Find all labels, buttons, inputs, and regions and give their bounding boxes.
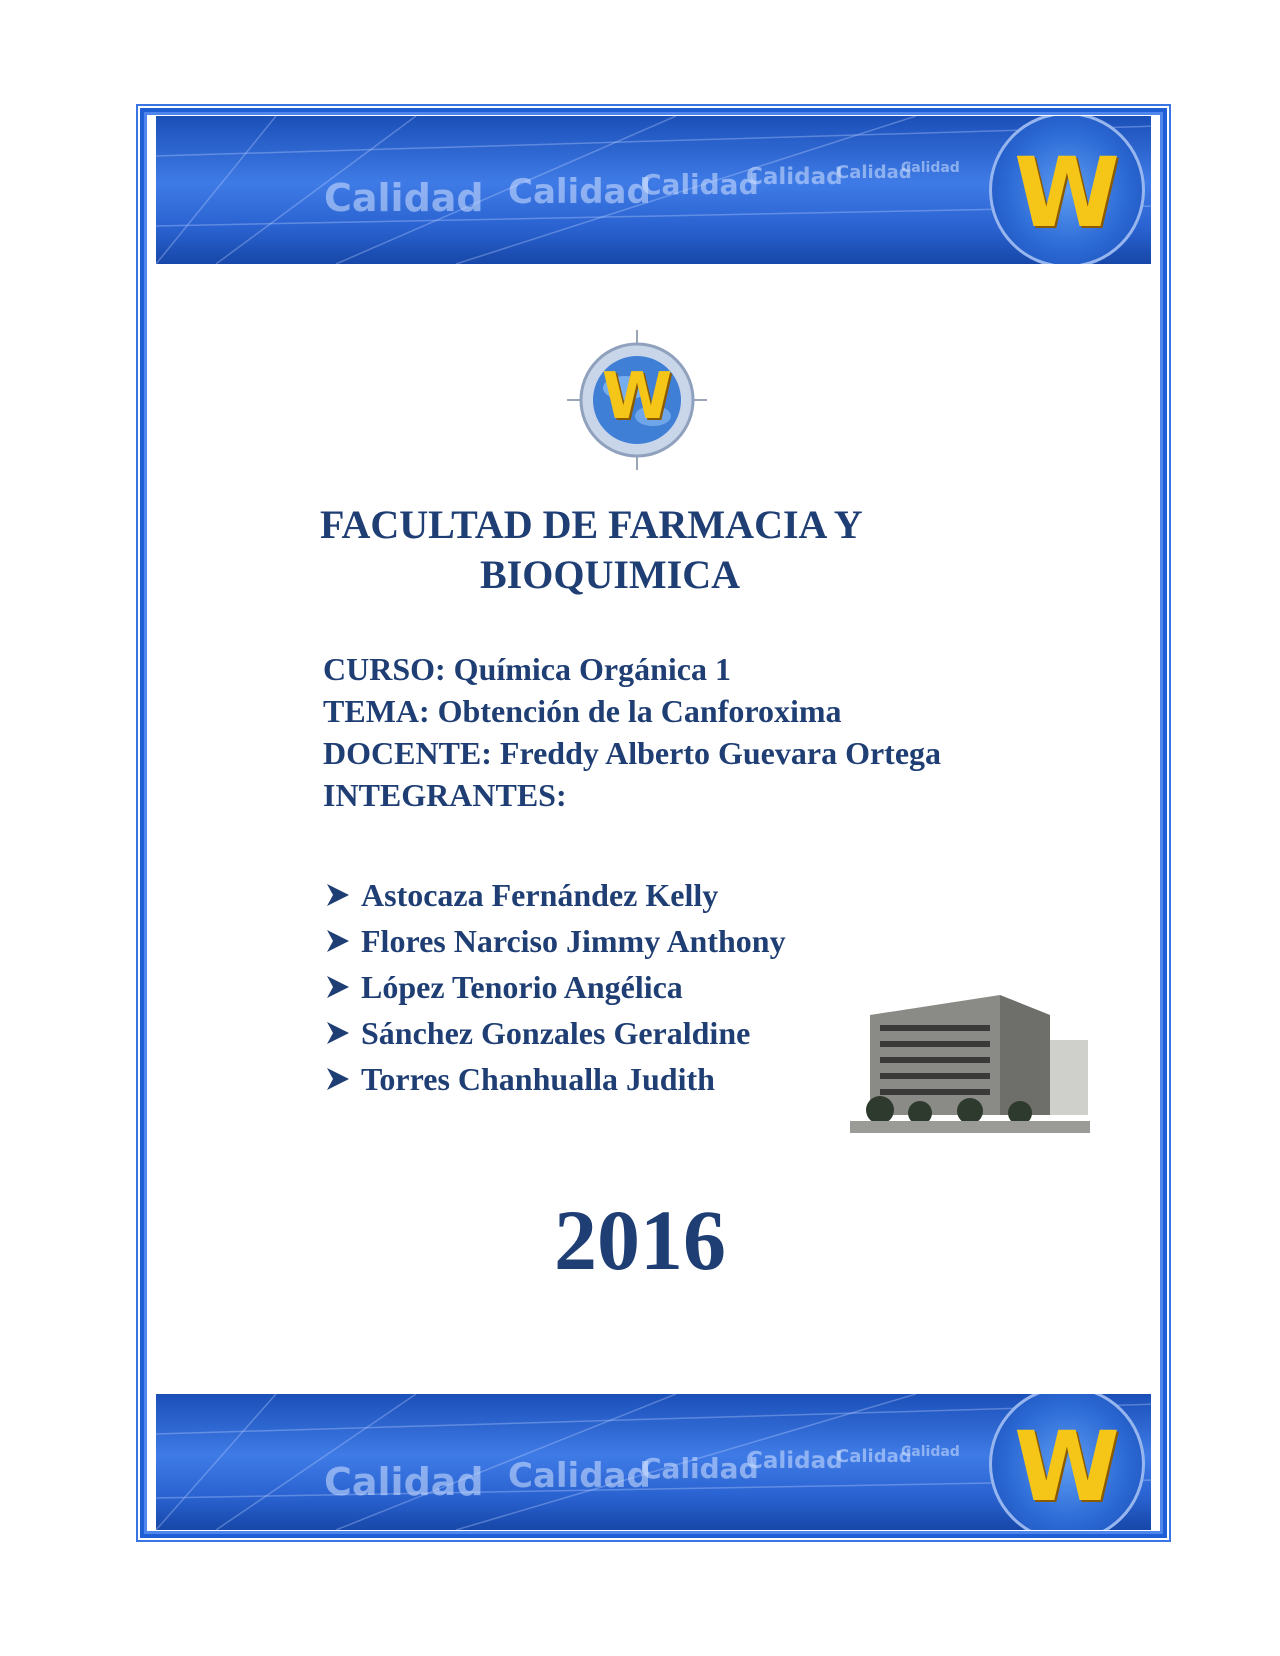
banner-word: Calidad	[641, 1452, 759, 1485]
top-banner	[156, 116, 1151, 264]
banner-word: Calidad	[836, 1446, 912, 1467]
arrow-bullet-icon	[323, 972, 353, 1002]
faculty-title	[320, 500, 960, 600]
faculty-title-line1: FACULTAD DE FARMACIA Y	[320, 502, 863, 547]
banner-globe-logo	[989, 116, 1145, 264]
banner-word: Calidad	[641, 168, 759, 201]
arrow-bullet-icon	[323, 926, 353, 956]
arrow-bullet-icon	[323, 1064, 353, 1094]
banner-word: Calidad	[746, 1448, 843, 1474]
course-line: CURSO: Química Orgánica 1	[323, 651, 731, 687]
w-logo-letter: W	[1014, 1411, 1120, 1523]
member-name: López Tenorio Angélica	[361, 969, 683, 1005]
bottom-banner	[156, 1394, 1151, 1530]
building-photo	[850, 985, 1090, 1133]
member-name: Flores Narciso Jimmy Anthony	[361, 923, 786, 959]
member-name: Sánchez Gonzales Geraldine	[361, 1015, 751, 1051]
banner-word: Calidad	[901, 160, 960, 176]
year: 2016	[554, 1192, 726, 1288]
banner-word: Calidad	[901, 1444, 960, 1460]
member-name: Torres Chanhualla Judith	[361, 1061, 715, 1097]
list-item	[323, 1010, 786, 1056]
arrow-bullet-icon	[323, 1018, 353, 1048]
banner-word: Calidad	[324, 1460, 484, 1504]
page-frame	[140, 108, 1167, 1538]
banner-word: Calidad	[836, 162, 912, 183]
w-logo-letter: W	[601, 360, 673, 434]
banner-globe-logo	[989, 1394, 1145, 1530]
arrow-bullet-icon	[323, 880, 353, 910]
banner-word: Calidad	[746, 164, 843, 190]
member-name: Astocaza Fernández Kelly	[361, 877, 719, 913]
teacher-line: DOCENTE: Freddy Alberto Guevara Ortega	[323, 735, 942, 771]
university-logo	[567, 330, 707, 470]
list-item	[323, 964, 786, 1010]
list-item	[323, 918, 786, 964]
list-item	[323, 1056, 786, 1102]
course-info	[323, 648, 941, 816]
w-logo-letter: W	[1014, 137, 1120, 249]
topic-line: TEMA: Obtención de la Canforoxima	[323, 693, 842, 729]
members-list	[323, 872, 786, 1102]
list-item	[323, 872, 786, 918]
faculty-title-line2: BIOQUIMICA	[480, 552, 741, 597]
banner-word: Calidad	[324, 176, 484, 220]
banner-word: Calidad	[508, 1456, 651, 1496]
members-heading: INTEGRANTES:	[323, 777, 567, 813]
banner-word: Calidad	[508, 172, 651, 212]
